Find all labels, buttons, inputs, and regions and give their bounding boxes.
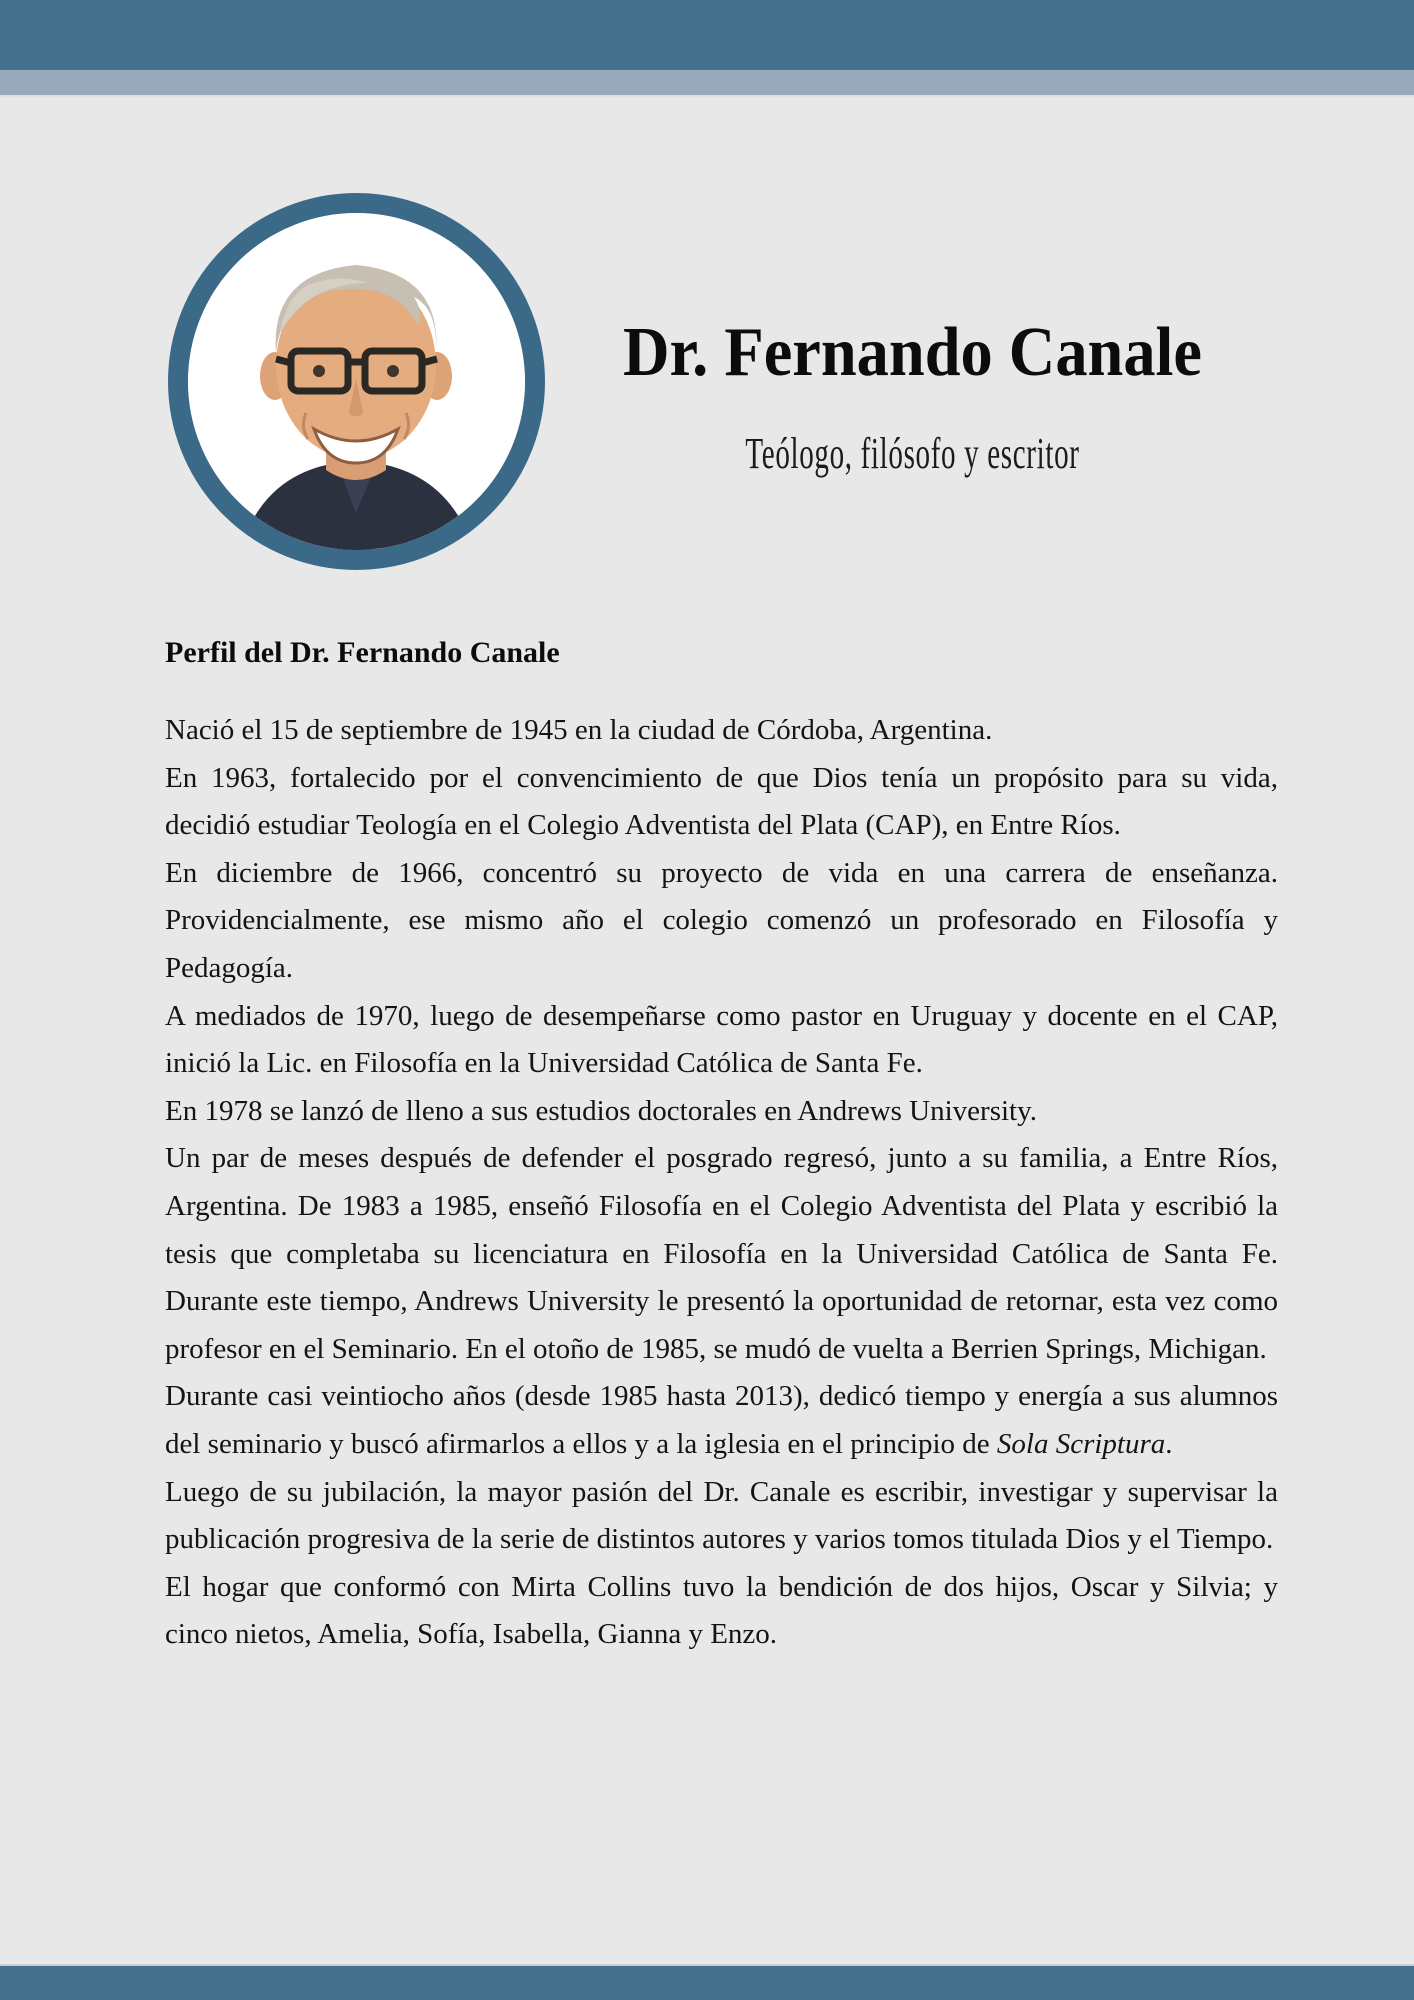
profile-paragraph: En 1963, fortalecido por el convencimiento de que Dios tenía un propósito para su vida, decidió estudiar Teología en el Colegio Adventista del Plata (CAP), en Entre Ríos. bbox=[165, 761, 1278, 842]
profile-paragraph: En diciembre de 1966, concentró su proyecto de vida en una carrera de enseñanza. Providencialmente, ese mismo año el colegio comenzó un profesorado en Filosofía y Pedagogía. bbox=[165, 856, 1278, 984]
profile-body bbox=[165, 707, 1278, 1659]
profile-paragraph: El hogar que conformó con Mirta Collins tuvo la bendición de dos hijos, Oscar y Silvia; y cinco nietos, Amelia, Sofía, Isabella, Gianna y Enzo. bbox=[165, 1570, 1278, 1651]
portrait-photo bbox=[168, 193, 545, 570]
profile-paragraph: En 1978 se lanzó de lleno a sus estudios doctorales en Andrews University. bbox=[165, 1094, 1037, 1127]
page-subtitle: Teólogo, filósofo y escritor bbox=[745, 429, 1080, 478]
page-title: Dr. Fernando Canale bbox=[622, 314, 1203, 391]
profile-paragraph: Nació el 15 de septiembre de 1945 en la ciudad de Córdoba, Argentina. bbox=[165, 714, 993, 746]
profile-heading: Perfil del Dr. Fernando Canale bbox=[165, 636, 560, 669]
top-header-stripe bbox=[0, 70, 1414, 97]
paragraph-segment-italic: Sola Scriptura bbox=[996, 1427, 1166, 1460]
paragraph-segment: Durante casi veintiocho años (desde 1985 hasta 2013), dedicó tiempo y energía a sus alumnos del seminario y buscó afirmarlos a ellos y a la iglesia en el principio de bbox=[165, 1380, 1278, 1460]
profile-paragraph: Luego de su jubilación, la mayor pasión del Dr. Canale es escribir, investigar y supervisar la publicación progresiva de la serie de distintos autores y varios tomos titulada Dios y el Tiempo. bbox=[165, 1475, 1278, 1556]
paragraph-segment: . bbox=[1165, 1427, 1173, 1460]
profile-paragraph: Un par de meses después de defender el posgrado regresó, junto a su familia, a Entre Ríos, Argentina. De 1983 a 1985, enseñó Filosofía en el Colegio Adventista del Plata y escribió la tesis que completaba su licenciatura en Filosofía en la Universidad Católica de Santa Fe. Durante este tiempo, Andrews University le presentó la oportunidad de retornar, esta vez como profesor en el Seminario. En el otoño de 1985, se mudó de vuelta a Berrien Springs, Michigan. bbox=[165, 1142, 1278, 1365]
top-header-bar bbox=[0, 0, 1414, 70]
profile-paragraph bbox=[165, 1373, 1278, 1468]
header-text-block bbox=[545, 314, 1280, 478]
portrait-illustration bbox=[188, 213, 525, 550]
profile-paragraph: A mediados de 1970, luego de desempeñarse como pastor en Uruguay y docente en el CAP, inició la Lic. en Filosofía en la Universidad Católica de Santa Fe. bbox=[165, 999, 1278, 1080]
bottom-footer-bar bbox=[0, 1964, 1414, 2000]
